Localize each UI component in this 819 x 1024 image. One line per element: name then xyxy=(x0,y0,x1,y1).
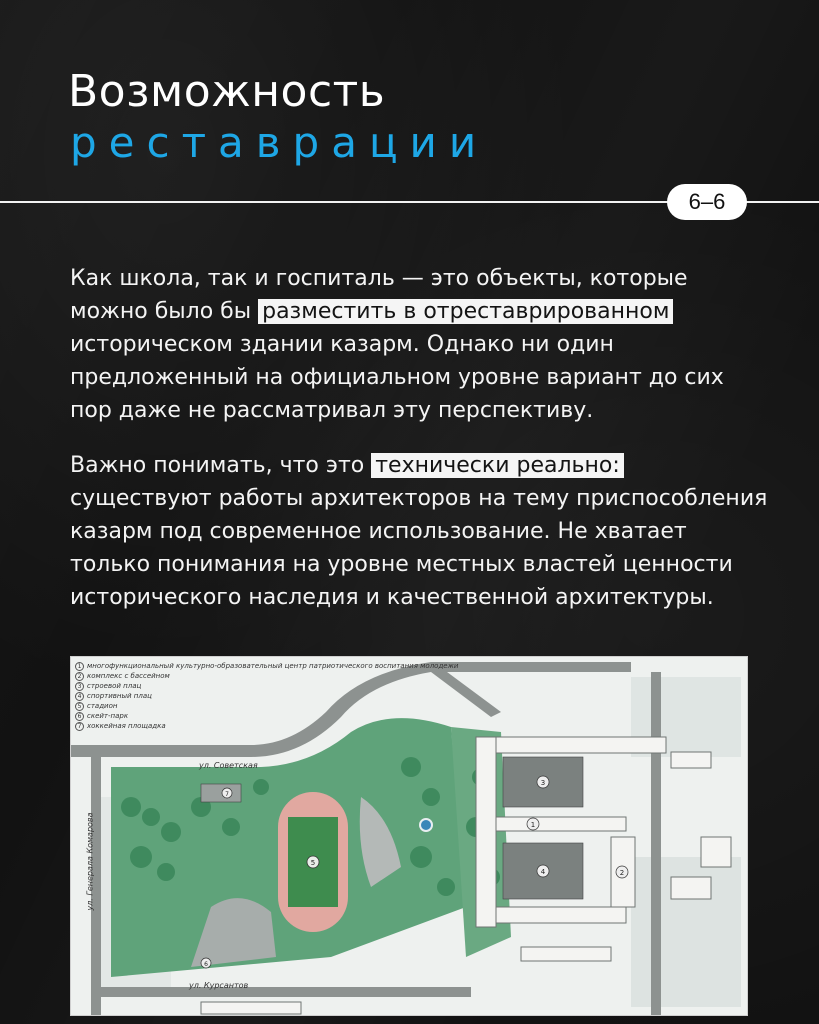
site-plan-legend xyxy=(75,661,458,731)
page-indicator-badge: 6–6 xyxy=(667,184,747,220)
paragraph-1-text-b: историческом здании казарм. Однако ни один предложенный на официальном уровне вариант до сих пор даже не рассматривал эту перспективу. xyxy=(70,332,724,423)
paragraph-1-text-a: Как школа, так и госпиталь — это объекты, которые можно было бы xyxy=(70,266,688,324)
site-plan-image xyxy=(70,656,748,1016)
svg-text:4: 4 xyxy=(540,868,546,876)
paragraph-2-text-b: существуют работы архитекторов на тему приспособления казарм под современное использование. Не хватает только понимания на уровне местных властей ценности исторического наследия и качественной архитектуры. xyxy=(70,486,768,610)
svg-text:3: 3 xyxy=(540,779,546,787)
svg-text:5: 5 xyxy=(310,859,316,867)
title-line-2: реставрации xyxy=(70,118,489,167)
legend-item: 7 хоккейная площадка xyxy=(75,721,458,731)
svg-text:1: 1 xyxy=(530,821,536,829)
paragraph-2-text-a: Важно понимать, что это xyxy=(70,453,372,478)
svg-text:2: 2 xyxy=(619,869,625,877)
paragraph-2 xyxy=(70,449,770,614)
street-label-north: ул. Советская xyxy=(199,761,258,770)
legend-item: 5 стадион xyxy=(75,701,458,711)
paragraph-2-highlight: технически реально: xyxy=(371,453,624,478)
street-label-south: ул. Курсантов xyxy=(189,981,249,990)
paragraph-1-highlight: разместить в отреставрированном xyxy=(258,299,673,324)
street-label-west: ул. Генерала Комарова xyxy=(85,812,95,911)
paragraph-1 xyxy=(70,262,770,427)
title-line-1: Возможность xyxy=(68,66,386,117)
svg-text:7: 7 xyxy=(225,791,229,798)
legend-item: 1 многофункциональный культурно-образовательный центр патриотического воспитания молодежи xyxy=(75,661,458,671)
legend-item: 2 комплекс с бассейном xyxy=(75,671,458,681)
legend-item: 4 спортивный плац xyxy=(75,691,458,701)
svg-text:6: 6 xyxy=(204,961,208,968)
legend-item: 6 скейт-парк xyxy=(75,711,458,721)
legend-item: 3 строевой плац xyxy=(75,681,458,691)
